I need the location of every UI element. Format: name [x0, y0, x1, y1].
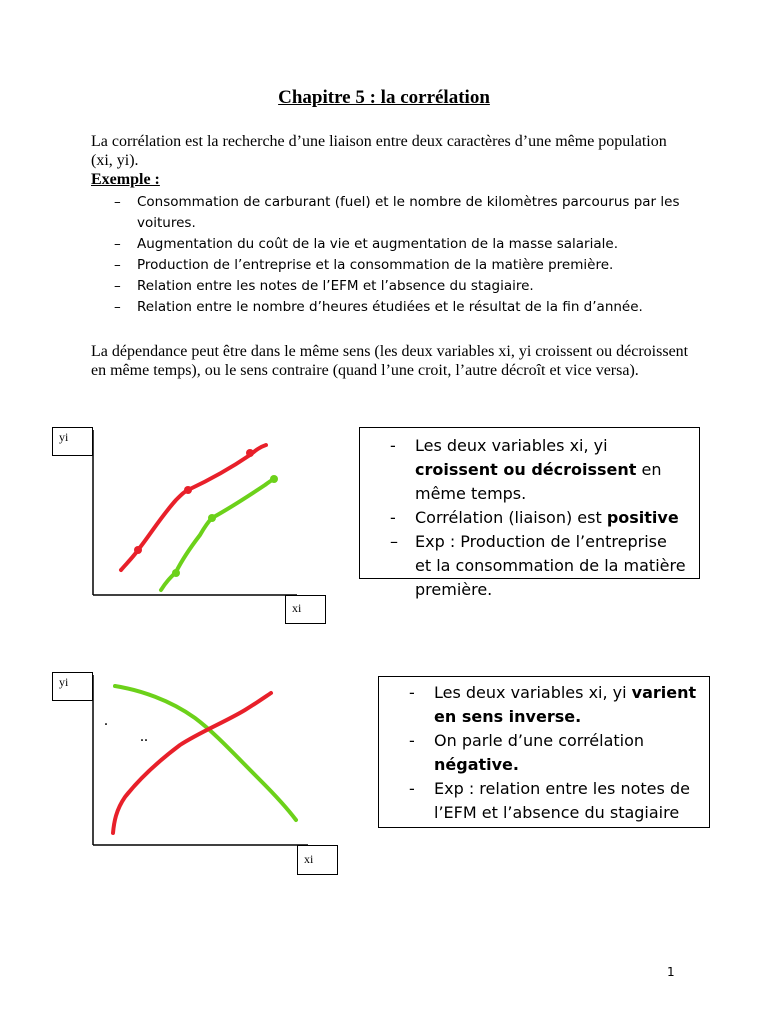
dependence-paragraph: La dépendance peut être dans le même sens (les deux variables xi, yi croissent ou décroissent en même temps), ou le sens contraire (quand l’une croit, l’autre décroît et vice versa).	[91, 343, 689, 379]
graph2-y-label: yi	[52, 672, 93, 701]
box1-item: – Exp : Production de l’entreprise et la consommation de la matière première.	[390, 532, 686, 599]
stray-mark: .	[104, 712, 108, 729]
box1-item: - Corrélation (liaison) est positive	[390, 506, 687, 530]
dash: -	[390, 436, 396, 455]
example-label: Exemple :	[91, 171, 160, 188]
list-item: – Consommation de carburant (fuel) et le nombre de kilomètres parcourus par les voitures.	[114, 192, 684, 234]
list-item: – Relation entre les notes de l’EFM et l’absence du stagiaire.	[114, 276, 684, 297]
graph2-x-label: xi	[297, 845, 338, 875]
box2-item: - Les deux variables xi, yi varient en sens inverse.	[409, 683, 697, 726]
graph2-green-curve	[115, 686, 296, 820]
box2-item: - Exp : relation entre les notes de l’EFM et l’absence du stagiaire	[409, 779, 690, 822]
intro-paragraph: La corrélation est la recherche d’une liaison entre deux caractères d’une même population (xi, yi).	[91, 133, 667, 169]
box1-item: - Les deux variables xi, yi croissent ou décroissent en même temps.	[390, 436, 662, 503]
dash: -	[390, 508, 396, 527]
page-title: Chapitre 5 : la corrélation	[278, 87, 490, 108]
box2-item: - On parle d’une corrélation négative.	[409, 731, 645, 774]
negative-correlation-box	[378, 676, 710, 828]
stray-mark: ..	[140, 728, 148, 745]
dash: –	[390, 532, 398, 551]
page-number: 1	[667, 965, 675, 979]
graph1-x-label: xi	[285, 595, 326, 624]
list-item: – Augmentation du coût de la vie et augmentation de la masse salariale.	[114, 234, 684, 255]
dash: -	[409, 731, 415, 750]
dash: -	[409, 683, 415, 702]
graph1-y-label: yi	[52, 427, 93, 456]
list-item: – Relation entre le nombre d’heures étudiées et le résultat de la fin d’année.	[114, 297, 684, 318]
dash: -	[409, 779, 415, 798]
list-item: – Production de l’entreprise et la consommation de la matière première.	[114, 255, 684, 276]
